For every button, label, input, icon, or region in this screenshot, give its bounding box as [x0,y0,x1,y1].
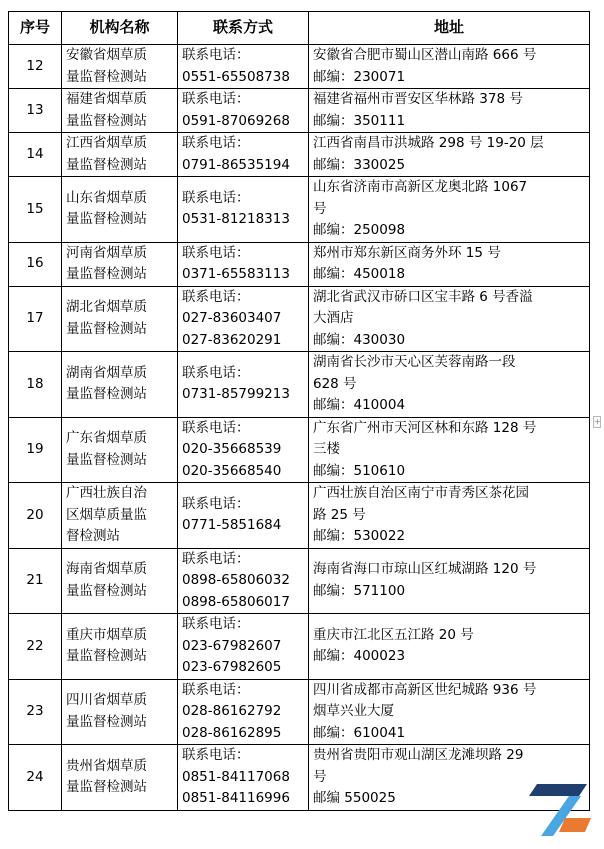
agency-name-line: 量监督检测站 [66,112,147,129]
contact-line: 0898-65806032 [182,572,290,588]
address-line: 邮编：250098 [313,222,406,238]
address-line: 郑州市郑东新区商务外环 15 号 [313,244,501,261]
row-name-cell [62,614,178,680]
agency-table [8,11,590,811]
row-num-cell [9,548,62,614]
row-name-cell [62,177,178,243]
agency-name-line: 量监督检测站 [66,582,147,599]
row-num: 23 [26,703,44,719]
table-row [9,133,590,177]
agency-name-line: 区烟草质量监 [66,506,147,523]
address-line: 邮编：410004 [313,397,406,413]
contact-line: 020-35668540 [182,462,282,479]
address-line: 邮编：330025 [313,156,406,173]
address-line: 山东省济南市高新区龙奥北路 1067 [313,179,528,195]
row-num-cell [9,745,62,811]
header-address: 地址 [309,12,590,45]
agency-name-line: 四川省烟草质 [66,692,147,709]
contact-line: 0771-5851684 [182,517,282,534]
row-contact-cell [178,45,309,89]
agency-name-line: 河南省烟草质 [66,244,147,261]
row-contact-cell [178,745,309,811]
address-line: 628 号 [313,375,357,392]
address-line: 重庆市江北区五江路 20 号 [313,626,474,643]
table-row [9,242,590,286]
contact-line: 0851-84117068 [182,768,290,785]
contact-line: 0591-87069268 [182,112,290,129]
row-contact-cell [178,133,309,177]
row-contact-cell [178,614,309,680]
agency-name-line: 量监督检测站 [66,386,147,403]
row-name-cell [62,548,178,614]
table-row [9,417,590,483]
address-line: 广西壮族自治区南宁市青秀区茶花园 [313,485,529,501]
row-num: 17 [26,310,44,326]
row-num-cell [9,45,62,89]
table-row [9,177,590,243]
row-num-cell [9,242,62,286]
row-num: 15 [26,200,44,217]
address-line: 海南省海口市琼山区红城湖路 120 号 [313,561,537,578]
header-name: 机构名称 [62,12,178,45]
agency-name-line: 湖北省烟草质 [66,299,147,316]
side-resize-mark[interactable]: + [594,417,601,426]
row-contact-cell [178,417,309,483]
agency-name-line: 重庆市烟草质 [66,626,147,643]
contact-line: 联系电话： [182,288,250,305]
contact-line: 联系电话： [182,135,250,151]
table-row [9,352,590,418]
table-row [9,614,590,680]
address-line: 四川省成都市高新区世纪城路 936 号 [313,681,537,698]
logo-shape-top [529,784,587,796]
row-name-cell [62,89,178,133]
row-contact-cell [178,242,309,286]
contact-line: 0851-84116996 [182,790,290,806]
contact-line: 028-86162895 [182,724,282,741]
row-name-cell [62,45,178,89]
row-num: 21 [26,572,44,588]
header-num: 序号 [9,12,62,45]
row-address-cell [309,548,590,614]
agency-name-line: 安徽省烟草质 [66,47,147,63]
agency-name-line: 量监督检测站 [66,211,147,228]
address-line: 三楼 [313,441,340,457]
address-line: 湖北省武汉市硚口区宝丰路 6 号香溢 [313,288,533,305]
address-line: 邮编：430030 [313,331,406,348]
contact-line: 0731-85799213 [182,386,290,403]
row-address-cell [309,177,590,243]
contact-line: 020-35668539 [182,441,282,457]
table-header-row [9,12,590,45]
agency-name-line: 量监督检测站 [66,68,147,85]
row-num: 22 [26,637,44,654]
row-num: 12 [26,57,44,74]
address-line: 邮编：230071 [313,68,406,85]
row-address-cell [309,286,590,352]
table-row [9,745,590,811]
row-contact-cell [178,352,309,418]
row-contact-cell [178,679,309,745]
table-row [9,89,590,133]
row-contact-cell [178,177,309,243]
row-num-cell [9,177,62,243]
site-logo-icon [529,778,591,840]
row-name-cell [62,483,178,549]
contact-line: 联系电话： [182,616,250,632]
row-address-cell [309,89,590,133]
contact-line: 0898-65806017 [182,593,290,610]
row-address-cell [309,352,590,418]
row-num: 20 [26,506,44,523]
row-num: 13 [26,101,44,118]
address-line: 邮编 550025 [313,790,396,806]
row-address-cell [309,417,590,483]
contact-line: 0551-65508738 [182,68,290,85]
address-line: 江西省南昌市洪城路 298 号 19-20 层 [313,135,544,151]
address-line: 邮编：571100 [313,582,406,599]
contact-line: 联系电话： [182,364,250,381]
agency-name-line: 湖南省烟草质 [66,364,147,381]
agency-name-line: 海南省烟草质 [66,561,147,578]
row-num-cell [9,417,62,483]
row-num: 16 [26,255,44,272]
row-address-cell [309,483,590,549]
row-contact-cell [178,286,309,352]
row-name-cell [62,286,178,352]
address-line: 安徽省合肥市蜀山区潜山南路 666 号 [313,47,537,63]
row-num-cell [9,133,62,177]
contact-line: 联系电话： [182,244,250,261]
address-line: 广东省广州市天河区林和东路 128 号 [313,419,537,436]
contact-line: 联系电话： [182,91,250,107]
row-name-cell [62,352,178,418]
contact-line: 028-86162792 [182,703,282,719]
row-contact-cell [178,548,309,614]
row-name-cell [62,133,178,177]
row-num: 19 [26,441,44,457]
row-num-cell [9,89,62,133]
row-num-cell [9,352,62,418]
row-num-cell [9,483,62,549]
address-line: 大酒店 [313,310,354,326]
address-line: 号 [313,200,327,217]
agency-name-line: 广西壮族自治 [66,485,147,501]
address-line: 号 [313,768,327,785]
contact-line: 0791-86535194 [182,156,290,173]
agency-name-line: 量监督检测站 [66,648,147,665]
contact-line: 联系电话： [182,747,250,763]
table-row [9,679,590,745]
agency-name-line: 量监督检测站 [66,266,147,282]
contact-line: 联系电话： [182,550,250,567]
row-contact-cell [178,483,309,549]
address-line: 贵州省贵阳市观山湖区龙滩坝路 29 [313,747,524,763]
contact-line: 联系电话： [182,681,250,698]
address-line: 邮编：530022 [313,528,406,544]
row-num: 18 [26,375,44,392]
row-address-cell [309,45,590,89]
address-line: 邮编：510610 [313,462,406,479]
row-address-cell [309,679,590,745]
address-line: 烟草兴业大厦 [313,703,394,719]
contact-line: 联系电话： [182,419,250,436]
contact-line: 联系电话： [182,47,250,63]
agency-name-line: 督检测站 [66,528,120,544]
row-name-cell [62,679,178,745]
table-row [9,45,590,89]
table-row [9,286,590,352]
agency-name-line: 江西省烟草质 [66,135,147,151]
table-row [9,548,590,614]
address-line: 福建省福州市晋安区华林路 378 号 [313,91,523,107]
row-num: 24 [26,768,44,785]
agency-name-line: 量监督检测站 [66,320,147,337]
table-body [9,45,590,811]
agency-name-line: 量监督检测站 [66,156,147,173]
row-name-cell [62,745,178,811]
agency-name-line: 福建省烟草质 [66,91,147,107]
header-contact: 联系方式 [178,12,309,45]
row-contact-cell [178,89,309,133]
row-address-cell [309,614,590,680]
address-line: 路 25 号 [313,506,366,523]
address-line: 邮编：610041 [313,724,406,741]
contact-line: 联系电话： [182,189,250,206]
address-line: 邮编：400023 [313,648,406,665]
agency-name-line: 量监督检测站 [66,451,147,468]
contact-line: 023-67982605 [182,659,282,675]
row-num-cell [9,614,62,680]
row-num-cell [9,679,62,745]
agency-name-line: 山东省烟草质 [66,189,147,206]
row-num-cell [9,286,62,352]
row-address-cell [309,133,590,177]
row-address-cell [309,242,590,286]
address-line: 湖南省长沙市天心区芙蓉南路一段 [313,354,516,370]
agency-name-line: 广东省烟草质 [66,430,147,447]
row-name-cell [62,242,178,286]
contact-line: 027-83620291 [182,331,282,348]
agency-name-line: 量监督检测站 [66,779,147,796]
agency-name-line: 贵州省烟草质 [66,757,147,774]
address-line: 邮编：450018 [313,266,406,282]
row-num: 14 [26,145,44,162]
row-name-cell [62,417,178,483]
agency-name-line: 量监督检测站 [66,713,147,730]
contact-line: 023-67982607 [182,637,282,654]
contact-line: 0371-65583113 [182,266,290,282]
table-row [9,483,590,549]
address-line: 邮编：350111 [313,112,406,129]
contact-line: 0531-81218313 [182,211,290,228]
contact-line: 027-83603407 [182,310,282,326]
contact-line: 联系电话： [182,495,250,512]
